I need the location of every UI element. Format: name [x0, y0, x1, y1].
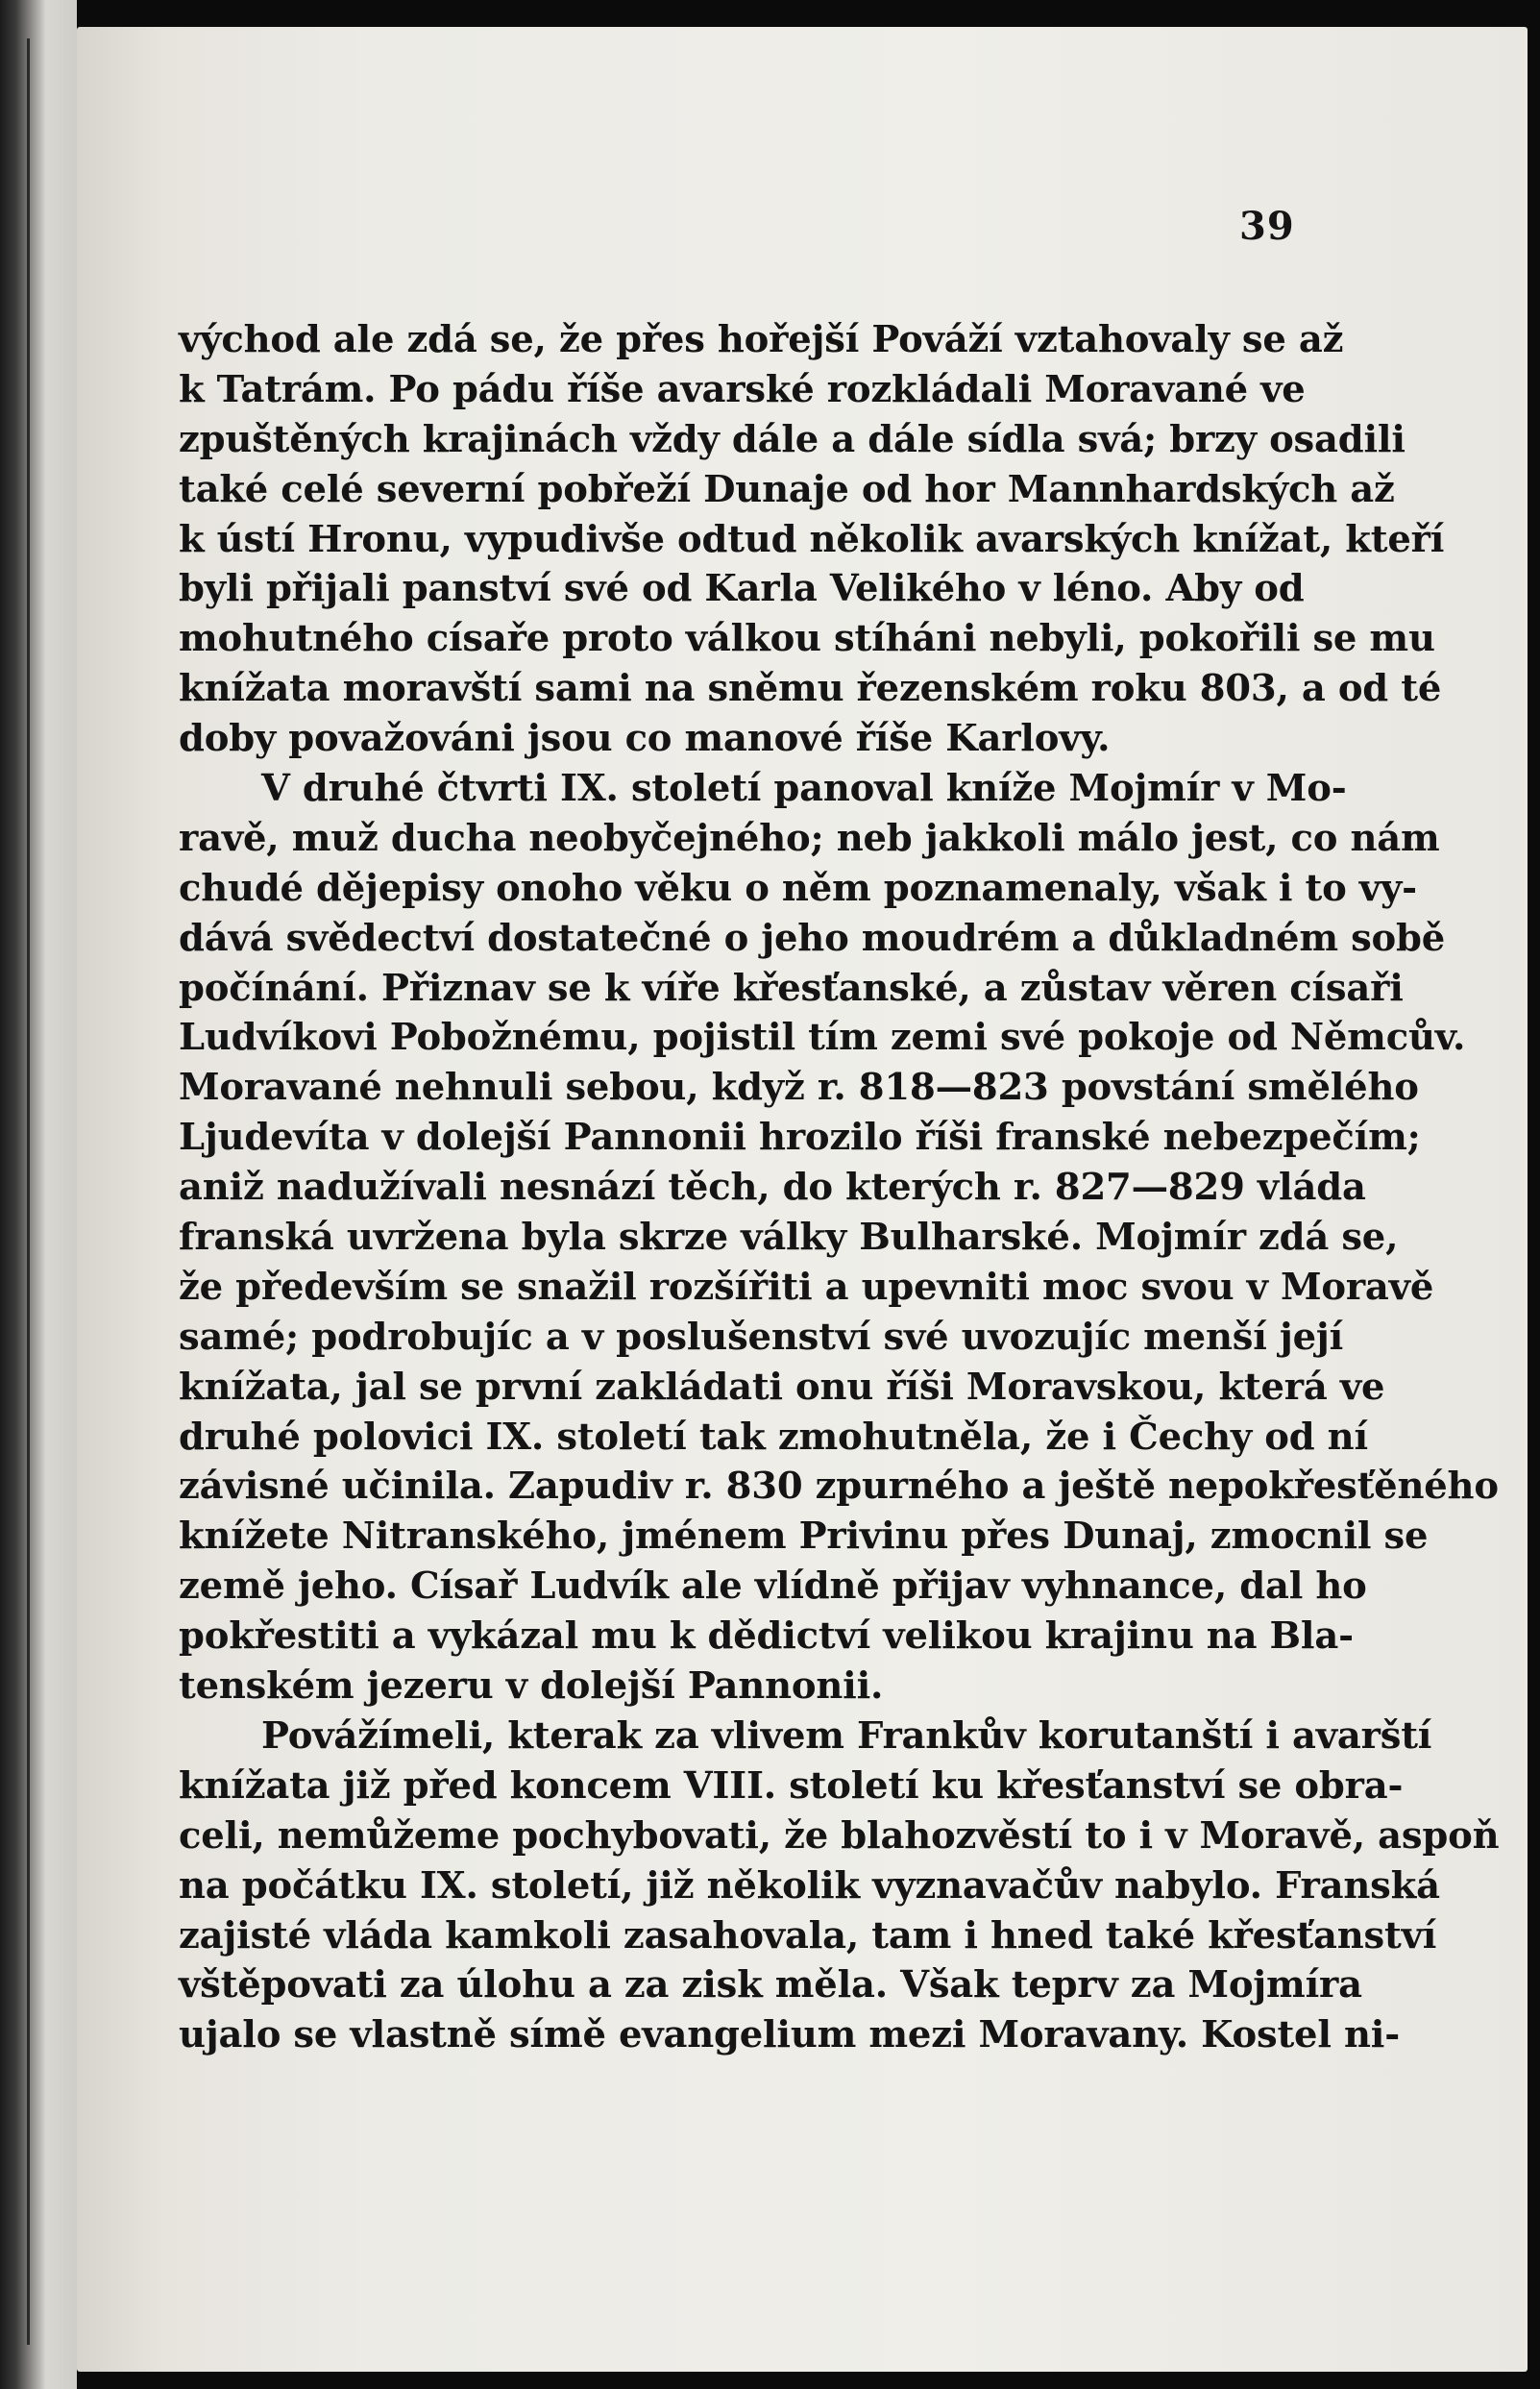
text-line: Ljudevíta v dolejší Pannonii hrozilo říši franské nebezpečím; — [179, 1116, 1421, 1160]
text-line: knížata již před koncem VIII. století ku křesťanství se obra- — [179, 1763, 1404, 1808]
text-line: knížata, jal se první zakládati onu říši Moravskou, která ve — [179, 1365, 1385, 1409]
text-line: byli přijali panství své od Karla Velikého v léno. Aby od — [179, 567, 1305, 611]
text-line: k ústí Hronu, vypudivše odtud několik avarských knížat, kteří — [179, 517, 1445, 561]
text-line: doby považováni jsou co manové říše Karlovy. — [179, 717, 1111, 761]
text-line: zpuštěných krajinách vždy dále a dále sídla svá; brzy osadili — [179, 417, 1406, 461]
text-line: závisné učinila. Zapudiv r. 830 zpurného a ještě nepokřesťěného — [179, 1465, 1499, 1509]
text-line: vštěpovati za úlohu a za zisk měla. Však teprv za Mojmíra — [179, 1963, 1362, 2007]
page-number: 39 — [1239, 204, 1295, 249]
text-line: počínání. Přiznav se k víře křesťanské, a zůstav věren císaři — [179, 966, 1404, 1010]
text-line: knížete Nitranského, jménem Privinu přes Dunaj, zmocnil se — [179, 1515, 1429, 1559]
text-line: země jeho. Císař Ludvík ale vlídně přijav vyhnance, dal ho — [179, 1564, 1367, 1609]
text-line: také celé severní pobřeží Dunaje od hor Mannhardských až — [179, 467, 1395, 511]
text-line: druhé polovici IX. století tak zmohutněla, že i Čechy od ní — [179, 1415, 1368, 1459]
text-line: chudé dějepisy onoho věku o něm poznamenaly, však i to vy- — [179, 866, 1417, 910]
text-line: mohutného císaře proto válkou stíháni nebyli, pokořili se mu — [179, 617, 1435, 661]
text-line: knížata moravští sami na sněmu řezenském roku 803, a od té — [179, 667, 1442, 711]
text-line: tenském jezeru v dolejší Pannonii. — [179, 1664, 884, 1709]
text-line: zajisté vláda kamkoli zasahovala, tam i hned také křesťanství — [179, 1913, 1437, 1958]
text-line: Moravané nehnuli sebou, když r. 818—823 povstání smělého — [179, 1066, 1419, 1110]
text-line: na počátku IX. století, již několik vyznavačův nabylo. Franská — [179, 1863, 1440, 1908]
text-line: k Tatrám. Po pádu říše avarské rozkládali Moravané ve — [179, 367, 1306, 411]
text-line: franská uvržena byla skrze války Bulharské. Mojmír zdá se, — [179, 1216, 1399, 1260]
text-line: aniž nadužívali nesnází těch, do kterých r. 827—829 vláda — [179, 1166, 1366, 1210]
text-line: celi, nemůžeme pochybovati, že blahozvěstí to i v Moravě, aspoň — [179, 1813, 1500, 1858]
text-line: že především se snažil rozšířiti a upevniti moc svou v Moravě — [179, 1265, 1434, 1309]
text-line: Ludvíkovi Pobožnému, pojistil tím zemi své pokoje od Němcův. — [179, 1016, 1466, 1060]
text-line: ujalo se vlastně símě evangelium mezi Moravany. Kostel ni- — [179, 2013, 1400, 2057]
text-line: V druhé čtvrti IX. století panoval kníže Mojmír v Mo- — [261, 767, 1347, 811]
text-line: ravě, muž ducha neobyčejného; neb jakkoli málo jest, co nám — [179, 816, 1440, 860]
binding-edge — [27, 38, 30, 2345]
book-binding — [0, 0, 77, 2389]
text-line: Povážímeli, kterak za vlivem Frankův korutanští i avarští — [261, 1713, 1432, 1758]
text-line: samé; podrobujíc a v poslušenství své uvozujíc menší její — [179, 1315, 1344, 1359]
text-line: pokřestiti a vykázal mu k dědictví velikou krajinu na Bla- — [179, 1614, 1354, 1659]
body-text — [179, 315, 1500, 2060]
text-line: dává svědectví dostatečné o jeho moudrém a důkladném sobě — [179, 916, 1446, 960]
text-line: východ ale zdá se, že přes hořejší Pováží vztahovaly se až — [179, 318, 1344, 361]
